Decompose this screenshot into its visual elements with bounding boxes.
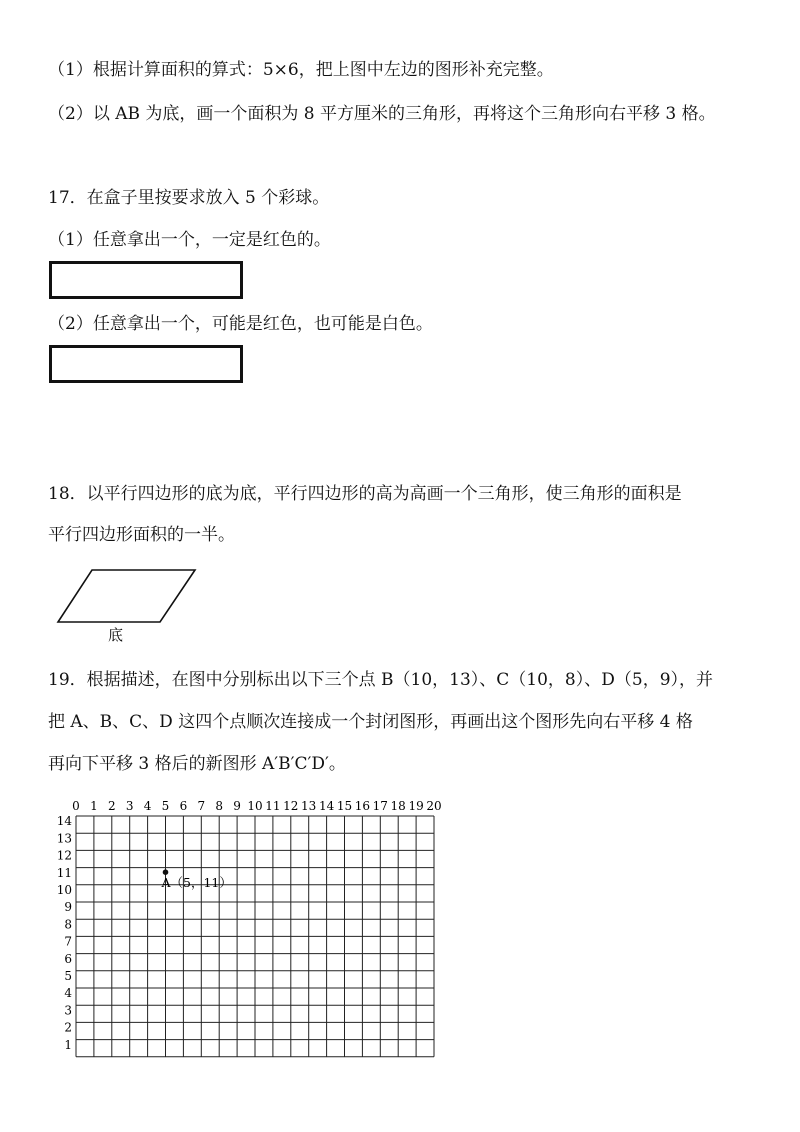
y-tick-label: 6 xyxy=(64,951,72,966)
x-tick-label: 6 xyxy=(179,799,188,813)
x-tick-label: 15 xyxy=(336,799,353,813)
x-tick-label: 0 xyxy=(72,799,80,813)
y-tick-label: 4 xyxy=(64,986,72,1001)
q19-line1: 19．根据描述，在图中分别标出以下三个点 B（10，13）、C（10，8）、D（5，9），并 xyxy=(48,670,714,690)
x-tick-label: 14 xyxy=(318,799,335,813)
x-tick-label: 17 xyxy=(372,799,388,813)
answer-box-2[interactable] xyxy=(49,345,243,383)
x-tick-label: 12 xyxy=(283,799,299,813)
answer-box-1[interactable] xyxy=(49,261,243,299)
y-tick-label: 1 xyxy=(64,1037,72,1052)
x-tick-label: 4 xyxy=(143,799,152,813)
x-tick-label: 13 xyxy=(301,799,317,813)
x-tick-label: 7 xyxy=(197,799,206,813)
point-a-label: A（5，11） xyxy=(161,875,232,891)
x-tick-label: 8 xyxy=(215,799,224,813)
y-tick-label: 10 xyxy=(56,883,72,897)
coordinate-grid[interactable] xyxy=(40,795,460,1065)
y-tick-label: 3 xyxy=(64,1003,72,1018)
x-tick-label: 10 xyxy=(247,799,263,813)
y-tick-label: 11 xyxy=(56,865,72,880)
x-tick-label: 5 xyxy=(161,799,170,813)
q17-part2: （2）任意拿出一个，可能是红色，也可能是白色。 xyxy=(48,314,433,334)
y-tick-label: 9 xyxy=(64,900,72,915)
x-tick-label: 18 xyxy=(390,799,406,813)
q17-part1: （1）任意拿出一个，一定是红色的。 xyxy=(48,230,331,250)
y-tick-label: 7 xyxy=(64,934,72,949)
x-tick-label: 1 xyxy=(90,799,98,813)
q18-line1: 18．以平行四边形的底为底，平行四边形的高为高画一个三角形，使三角形的面积是 xyxy=(48,484,682,504)
q18-line2: 平行四边形面积的一半。 xyxy=(48,525,235,545)
x-tick-label: 19 xyxy=(408,799,424,813)
y-tick-label: 14 xyxy=(56,814,72,829)
base-label: 底 xyxy=(108,626,124,644)
y-tick-label: 8 xyxy=(64,917,72,932)
point-a xyxy=(163,869,169,875)
y-tick-label: 2 xyxy=(64,1020,72,1035)
x-tick-label: 11 xyxy=(265,799,281,813)
q16-part2: （2）以 AB 为底，画一个面积为 8 平方厘米的三角形，再将这个三角形向右平移 3 格。 xyxy=(48,104,716,124)
x-tick-label: 20 xyxy=(426,799,442,813)
q19-line2: 把 A、B、C、D 这四个点顺次连接成一个封闭图形，再画出这个图形先向右平移 4 格 xyxy=(48,712,693,732)
y-tick-label: 13 xyxy=(56,831,72,846)
parallelogram xyxy=(50,565,250,645)
x-tick-label: 2 xyxy=(107,799,116,813)
y-tick-label: 5 xyxy=(64,969,72,983)
x-tick-label: 9 xyxy=(233,799,241,813)
q16-part1: （1）根据计算面积的算式：5×6，把上图中左边的图形补充完整。 xyxy=(48,60,554,80)
x-tick-label: 16 xyxy=(354,799,371,813)
q17-title: 17．在盒子里按要求放入 5 个彩球。 xyxy=(48,188,330,208)
y-tick-label: 12 xyxy=(56,848,72,863)
x-tick-label: 3 xyxy=(125,799,134,813)
q19-line3: 再向下平移 3 格后的新图形 A′B′C′D′。 xyxy=(48,754,346,774)
